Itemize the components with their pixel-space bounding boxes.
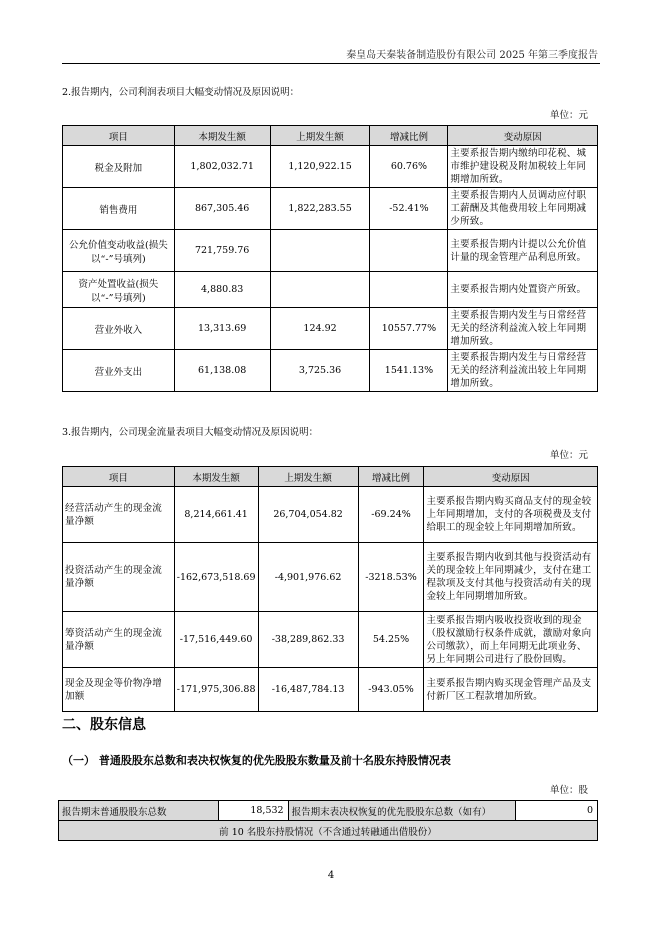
col-header-previous: 上期发生额 <box>270 126 370 146</box>
row-item: 税金及附加 <box>63 146 175 188</box>
table-row <box>63 487 598 543</box>
table-row <box>63 146 598 188</box>
col-header-item: 项目 <box>63 467 175 487</box>
top10-shareholders-label: 前 10 名股东持股情况（不含通过转融通出借股份） <box>59 821 598 841</box>
row-reason: 主要系报告期内处置资产所致。 <box>448 272 598 308</box>
row-reason: 主要系报告期内吸收投资收到的现金（股权激励行权条件成就，激励对象向公司缴款），而上年同期无此项业务、另上年同期公司进行了股份回购。 <box>424 612 598 668</box>
row-item: 公允价值变动收益(损失以“-”号填列) <box>63 230 175 272</box>
row-item: 筹资活动产生的现金流量净额 <box>63 612 175 668</box>
col-header-reason: 变动原因 <box>424 467 598 487</box>
row-current: -17,516,449.60 <box>174 612 258 668</box>
section2-unit: 单位：元 <box>549 110 588 121</box>
col-header-item: 项目 <box>63 126 175 146</box>
row-item: 经营活动产生的现金流量净额 <box>63 487 175 543</box>
row-change: -52.41% <box>370 188 448 230</box>
row-current: 4,880.83 <box>174 272 270 308</box>
row-item: 现金及现金等价物净增加额 <box>63 668 175 712</box>
row-previous: -38,289,862.33 <box>258 612 358 668</box>
row-previous: 124.92 <box>270 308 370 350</box>
header-divider <box>62 63 600 64</box>
row-reason: 主要系报告期内收到其他与投资活动有关的现金较上年同期减少，支付在建工程款项及支付其他与投资活动有关的现金较上年同期增加所致。 <box>424 543 598 612</box>
row-item: 投资活动产生的现金流量净额 <box>63 543 175 612</box>
common-shareholders-value: 18,532 <box>218 801 288 821</box>
row-change <box>370 272 448 308</box>
col-header-change: 增减比例 <box>358 467 424 487</box>
income-statement-changes-table <box>62 125 598 392</box>
row-current: -171,975,306.88 <box>174 668 258 712</box>
row-reason: 主要系报告期内人员调动应付职工薪酬及其他费用较上年同期减少所致。 <box>448 188 598 230</box>
col-header-current: 本期发生额 <box>174 126 270 146</box>
common-shareholders-label: 报告期末普通股股东总数 <box>59 801 219 821</box>
table-row <box>63 308 598 350</box>
row-previous: 1,822,283.55 <box>270 188 370 230</box>
row-change: 60.76% <box>370 146 448 188</box>
row-previous: -16,487,784.13 <box>258 668 358 712</box>
row-current: -162,673,518.69 <box>174 543 258 612</box>
table-row <box>59 801 598 821</box>
col-header-reason: 变动原因 <box>448 126 598 146</box>
col-header-change: 增减比例 <box>370 126 448 146</box>
row-change: 10557.77% <box>370 308 448 350</box>
row-current: 61,138.08 <box>174 350 270 392</box>
row-reason: 主要系报告期内发生与日常经营无关的经济利益流入较上年同期增加所致。 <box>448 308 598 350</box>
row-reason: 主要系报告期内缴纳印花税、城市维护建设税及附加税较上年同期增加所致。 <box>448 146 598 188</box>
report-header-title: 秦皇岛天秦装备制造股份有限公司 2025 年第三季度报告 <box>346 50 598 61</box>
section2-intro: 2.报告期内，公司利润表项目大幅变动情况及原因说明： <box>62 87 300 98</box>
row-previous: 3,725.36 <box>270 350 370 392</box>
row-current: 867,305.46 <box>174 188 270 230</box>
table-row <box>63 272 598 308</box>
col-header-previous: 上期发生额 <box>258 467 358 487</box>
row-previous <box>270 230 370 272</box>
row-change: -69.24% <box>358 487 424 543</box>
row-current: 13,313.69 <box>174 308 270 350</box>
shareholders-unit: 单位：股 <box>549 785 588 796</box>
table-row <box>63 612 598 668</box>
row-previous: 26,704,054.82 <box>258 487 358 543</box>
row-previous: 1,120,922.15 <box>270 146 370 188</box>
preferred-shareholders-label: 报告期末表决权恢复的优先股股东总数（如有） <box>288 801 516 821</box>
row-reason: 主要系报告期内购买现金管理产品及支付新厂区工程款增加所致。 <box>424 668 598 712</box>
row-change: -3218.53% <box>358 543 424 612</box>
table-header-row <box>63 467 598 487</box>
row-reason: 主要系报告期内购买商品支付的现金较上年同期增加，支付的各项税费及支付给职工的现金较上年同期增加所致。 <box>424 487 598 543</box>
row-previous: -4,901,976.62 <box>258 543 358 612</box>
row-reason: 主要系报告期内发生与日常经营无关的经济利益流出较上年同期增加所致。 <box>448 350 598 392</box>
section-heading-shareholders: 二、股东信息 <box>62 717 146 733</box>
row-change: -943.05% <box>358 668 424 712</box>
table-row <box>63 543 598 612</box>
row-change: 54.25% <box>358 612 424 668</box>
row-item: 资产处置收益(损失以“-”号填列) <box>63 272 175 308</box>
row-item: 销售费用 <box>63 188 175 230</box>
table-row <box>63 230 598 272</box>
section3-intro: 3.报告期内，公司现金流量表项目大幅变动情况及原因说明： <box>62 427 319 438</box>
col-header-current: 本期发生额 <box>174 467 258 487</box>
row-previous <box>270 272 370 308</box>
row-change: 1541.13% <box>370 350 448 392</box>
table-row <box>63 668 598 712</box>
preferred-shareholders-value: 0 <box>516 801 598 821</box>
table-row <box>63 350 598 392</box>
row-item: 营业外支出 <box>63 350 175 392</box>
page-number: 4 <box>327 870 335 881</box>
row-current: 721,759.76 <box>174 230 270 272</box>
subsection-heading-shareholders: （一） 普通股股东总数和表决权恢复的优先股股东数量及前十名股东持股情况表 <box>62 754 451 767</box>
row-change <box>370 230 448 272</box>
row-current: 8,214,661.41 <box>174 487 258 543</box>
shareholder-count-table <box>58 800 598 841</box>
row-reason: 主要系报告期内计提以公允价值计量的现金管理产品利息所致。 <box>448 230 598 272</box>
row-current: 1,802,032.71 <box>174 146 270 188</box>
row-item: 营业外收入 <box>63 308 175 350</box>
section3-unit: 单位：元 <box>549 450 588 461</box>
cash-flow-changes-table <box>62 466 598 712</box>
table-row <box>63 188 598 230</box>
table-header-row <box>63 126 598 146</box>
table-row <box>59 821 598 841</box>
